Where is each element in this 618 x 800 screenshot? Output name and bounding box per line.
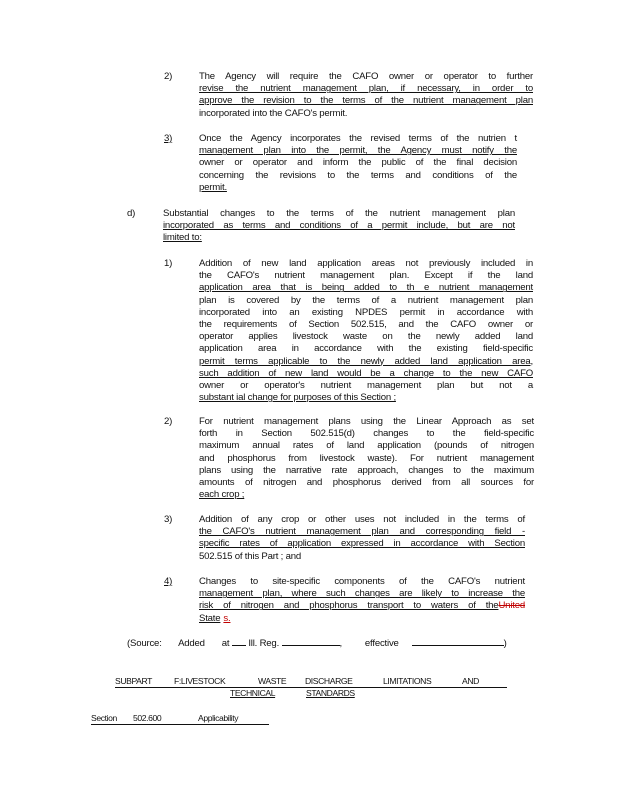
subpart-waste: WASTE [258, 676, 287, 686]
text-line: The Agency will require the CAFO owner or operator to further [199, 71, 533, 82]
text-line: the CAFO's nutrient management plan and corresponding field - [199, 526, 525, 538]
text-line: 502.515 of this Part ; and [199, 550, 302, 562]
sub-item-number: 2) [164, 416, 173, 427]
text-line: management plan into the permit, the Agency must notify the [199, 145, 517, 157]
item-number: 2) [164, 71, 173, 82]
paragraph-sub-3 [199, 514, 525, 563]
text-line: limited to: [163, 232, 202, 244]
text-line: revise the nutrient management plan, if necessary, in order to [199, 83, 533, 95]
text-line: substant ial change for purposes of this Section ; [199, 392, 396, 404]
paragraph-section-d [163, 208, 515, 245]
text-line: specific rates of application expressed in accordance with Section [199, 538, 525, 550]
section-number: 502.600 [133, 713, 162, 723]
paragraph-sub-2 [199, 416, 534, 501]
subpart-limitations: LIMITATIONS [383, 676, 432, 686]
text-line: application area that is being added to th e nutrient management [199, 282, 533, 294]
paragraph-sub-1 [199, 258, 533, 404]
subpart-heading-line2 [230, 688, 360, 700]
struck-text: United [498, 600, 525, 612]
text-line: each crop ; [199, 489, 245, 501]
date-blank [412, 636, 504, 646]
subpart-discharge: DISCHARGE [305, 676, 353, 686]
text-line: management plan, where such changes are likely to increase the [199, 588, 525, 600]
text-line: permit terms applicable to the newly added land application area, [199, 355, 533, 367]
section-title: Applicability [198, 713, 239, 723]
text-line: such addition of new land would be a change to the new CAFO [199, 367, 533, 379]
subpart-technical: TECHNICAL [230, 688, 276, 698]
text-line: plans using the narrative rate approach, changes to the maximum [199, 464, 534, 476]
subpart-heading [115, 676, 507, 688]
text-line: operator applies livestock waste on the newly added land [199, 331, 533, 343]
text-line: owner or operator's nutrient management plan but not a [199, 380, 533, 392]
text-line: forth in Section 502.515(d) changes to the field-specific [199, 428, 534, 440]
paragraph-sub-4 [199, 576, 525, 625]
text-line: incorporated as terms and conditions of a permit include, but are not [163, 220, 515, 232]
text-line: Addition of new land application areas not previously included in [199, 258, 533, 269]
subpart-f: F:LIVESTOCK [174, 676, 226, 686]
section-label: Section [91, 713, 117, 723]
text-line: For nutrient management plans using the Linear Approach as set [199, 416, 534, 427]
text-line: plan is covered by the terms of a nutrient management plan [199, 294, 533, 306]
text-line: State s. [199, 612, 231, 624]
page-blank [282, 636, 340, 646]
text-line: Once the Agency incorporates the revised terms of the nutrien t [199, 133, 517, 144]
paragraph-item-2 [199, 71, 533, 120]
sub-item-number: 3) [164, 514, 173, 525]
text-line: the CAFO's nutrient management plan. Except if the land [199, 270, 533, 282]
text-line: amounts of nitrogen and phosphorus derived from all sources for [199, 477, 534, 489]
source-close: ) [503, 638, 507, 649]
section-heading [91, 713, 269, 725]
text-line: approve the revision to the terms of the nutrient management plan [199, 95, 533, 107]
subpart-and: AND [462, 676, 479, 686]
text-line: permit. [199, 181, 227, 193]
source-effective: effective [364, 638, 399, 649]
text-line: Changes to site-specific components of the CAFO's nutrient [199, 576, 525, 587]
text-line: the requirements of Section 502.515, and the CAFO owner or [199, 319, 533, 331]
source-note: (Source: Added at Ill. Reg. , effective ) [127, 638, 507, 649]
subpart-standards: STANDARDS [306, 688, 355, 698]
source-added: Added [178, 638, 205, 649]
source-ill-reg: Ill. Reg. [248, 638, 280, 649]
text-line: owner or operator and inform the public of the final decision [199, 157, 517, 169]
paragraph-item-3 [199, 133, 517, 194]
sub-item-number: 1) [164, 258, 173, 269]
text-line: maximum annual rates of land application (pounds of nitrogen [199, 440, 534, 452]
section-letter: d) [127, 208, 136, 219]
text-line: and phosphorus from livestock waste). For nutrient management [199, 452, 534, 464]
inserted-text: s. [223, 612, 231, 624]
source-open: (Source: [127, 638, 162, 649]
text-line: incorporated into the CAFO's permit. [199, 107, 348, 119]
sub-item-number: 4) [164, 576, 173, 587]
text-line: concerning the revisions to the terms and conditions of the [199, 169, 517, 181]
text-line: Addition of any crop or other uses not included in the terms of [199, 514, 525, 525]
subpart-label: SUBPART [115, 676, 152, 686]
text-line: Substantial changes to the terms of the nutrient management plan [163, 208, 515, 219]
text-line: incorporated into an existing NPDES permit in accordance with [199, 306, 533, 318]
text-line: application area in accordance with the existing field-specific [199, 343, 533, 355]
text-line: risk of nitrogen and phosphorus transport to waters of theUnited [199, 600, 525, 612]
item-number: 3) [164, 133, 173, 144]
source-at: at [221, 638, 230, 649]
volume-blank [232, 636, 246, 646]
